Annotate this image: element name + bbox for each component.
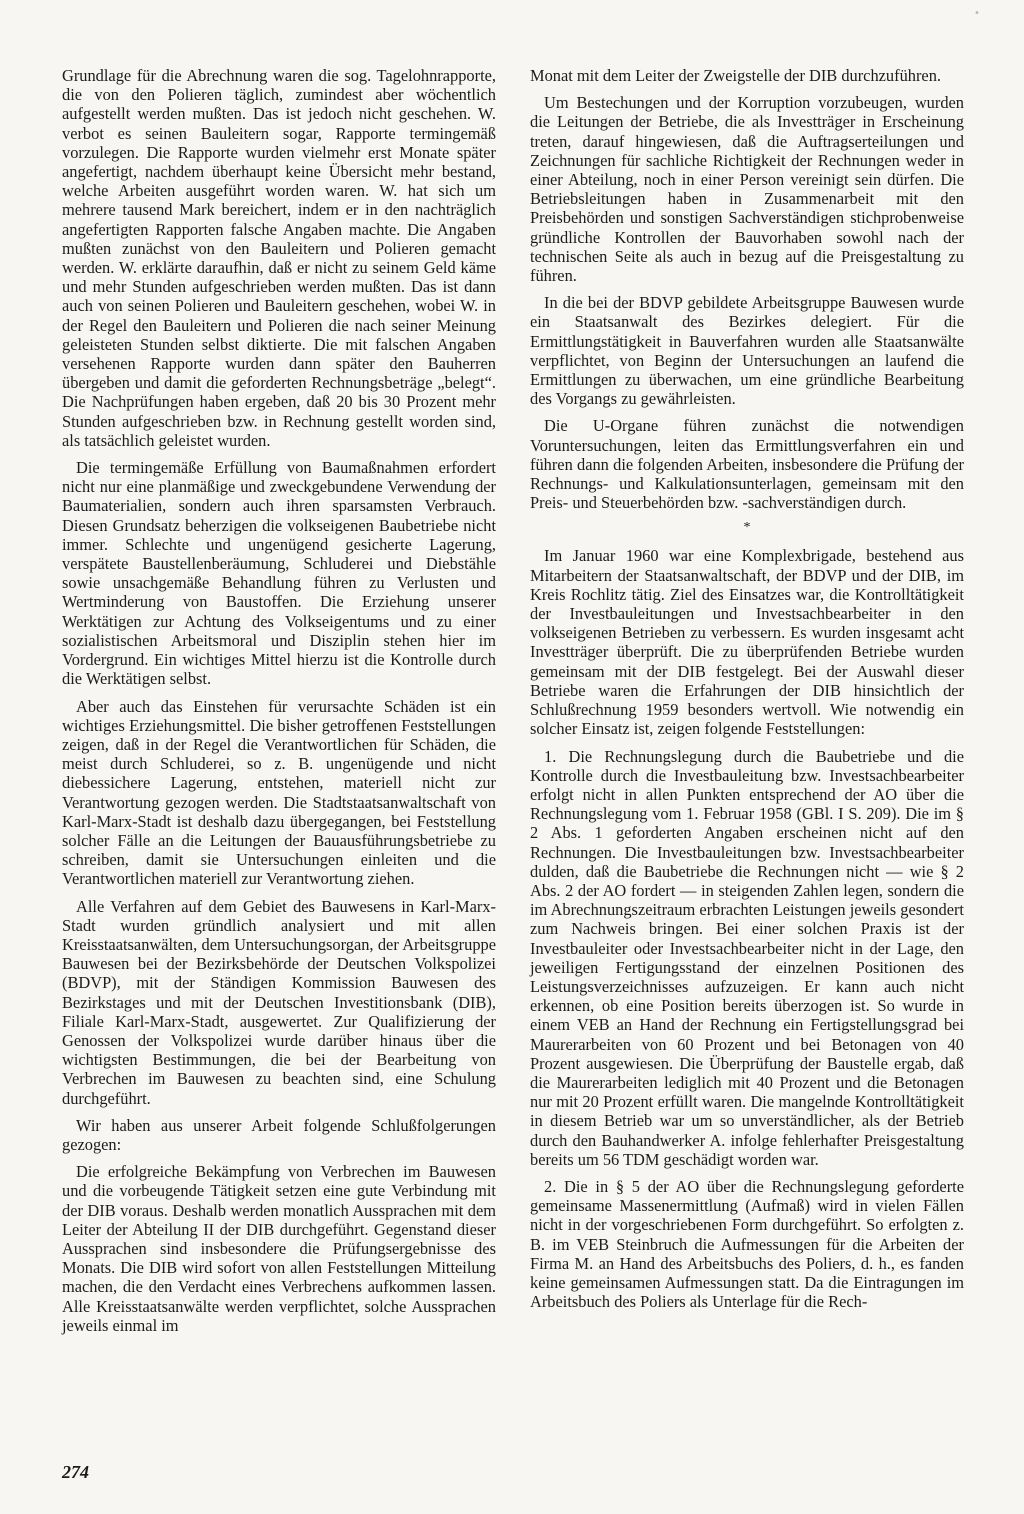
paragraph: Wir haben aus unserer Arbeit folgende Schlußfolgerungen gezogen: <box>62 1115 496 1154</box>
paragraph: Um Bestechungen und der Korruption vorzubeugen, wurden die Leitungen der Betriebe, die als Investträger in Erscheinung treten, darauf hingewiesen, daß die Auftragserteilungen und Zeichnungen für sachliche Richtigkeit der Rechnungen weder in einer Abteilung, noch in einer Person vereinigt sein dürfen. Die Betriebsleitungen haben in Zusammenarbeit mit den Preisbehörden und sonstigen Sachverständigen stichprobenweise gründliche Kontrollen der Bauvorhaben sowohl nach der technischen Seite als auch in bezug auf die Preisgestaltung zu führen. <box>530 93 964 286</box>
paragraph: Die U-Organe führen zunächst die notwendigen Voruntersuchungen, leiten das Ermittlungsverfahren ein und führen dann die folgenden Arbeiten, insbesondere die Prüfung der Rechnungs- und Kalkulationsunterlagen, gemeinsam mit den Preis- und Steuerbehörden bzw. -sachverständigen durch. <box>530 416 964 513</box>
right-column <box>530 66 964 1319</box>
paragraph: Die termingemäße Erfüllung von Baumaßnahmen erfordert nicht nur eine planmäßige und zweckgebundene Verwendung der Baumaterialien, sondern auch ihren sparsamsten Verbrauch. Diesen Grundsatz beherzigen die volkseigenen Baubetriebe nicht immer. Schlechte und ungenügend gesicherte Lagerung, verspätete Baustellenberäumung, Schluderei und Diebstähle sowie unsachgemäße Behandlung führen zu Verlusten und Wertminderung von Baustoffen. Die Erziehung unserer Werktätigen zur Achtung des Volkseigentums und zu einer sozialistischen Arbeitsmoral und Disziplin stehen hier im Vordergrund. Ein wichtiges Mittel hierzu ist die Kontrolle durch die Werktätigen selbst. <box>62 458 496 689</box>
paragraph: Im Januar 1960 war eine Komplexbrigade, bestehend aus Mitarbeitern der Staatsanwaltschaft, der BDVP und der DIB, im Kreis Rochlitz tätig. Ziel des Einsatzes war, die Kontrolltätigkeit der Investbauleitungen und Investsachbearbeiter in den volkseigenen Betrieben zu verbessern. Es wurden insgesamt acht Investträger überprüft. Die zu überprüfenden Betriebe wurden gemeinsam mit der DIB festgelegt. Bei der Auswahl dieser Betriebe waren die Erfahrungen der DIB hinsichtlich der Schlußrechnung 1959 besonders wertvoll. Wie notwendig ein solcher Einsatz ist, zeigen folgende Feststellungen: <box>530 546 964 739</box>
paragraph: Aber auch das Einstehen für verursachte Schäden ist ein wichtiges Erziehungsmittel. Die bisher getroffenen Feststellungen zeigen, daß in der Regel die Verantwortlichen für Schäden, die meist durch Schluderei, so z. B. ungenügende und nicht diebessichere Lagerung, entstehen, materiell nicht zur Verantwortung gezogen werden. Die Stadtstaatsanwaltschaft von Karl-Marx-Stadt ist deshalb dazu übergegangen, bei Feststellung solcher Fälle an die Leitungen der Bauausführungsbetriebe zu schreiben, damit sie Untersuchungen einleiten und die Verantwortlichen materiell zur Verantwortung ziehen. <box>62 696 496 889</box>
paragraph: Alle Verfahren auf dem Gebiet des Bauwesens in Karl-Marx-Stadt wurden gründlich analysiert und mit allen Kreisstaatsanwälten, dem Untersuchungsorgan, der Arbeitsgruppe Bauwesen bei der Bezirksbehörde der Deutschen Volkspolizei (BDVP), mit der Ständigen Kommission Bauwesen des Bezirkstages und mit der Deutschen Investitionsbank (DIB), Filiale Karl-Marx-Stadt, ausgewertet. Zur Qualifizierung der Genossen der Volkspolizei wurde darüber hinaus über die wichtigsten Bestimmungen, die bei der Bearbeitung von Verbrechen im Bauwesen zu beachten sind, eine Schulung durchgeführt. <box>62 896 496 1108</box>
paragraph: In die bei der BDVP gebildete Arbeitsgruppe Bauwesen wurde ein Staatsanwalt des Bezirkes delegiert. Für die Ermittlungstätigkeit in Bauverfahren wurden alle Staatsanwälte verpflichtet, von Beginn der Untersuchungen an laufend die Ermittlungen zu überwachen, um eine gründliche Bearbeitung des Vorgangs zu gewährleisten. <box>530 293 964 409</box>
numbered-paragraph: 1. Die Rechnungslegung durch die Baubetriebe und die Kontrolle durch die Investbauleitung bzw. Investsachbearbeiter erfolgt nicht in allen Punkten entsprechend der AO über die Rechnungslegung vom 1. Februar 1958 (GBl. I S. 209). Die im § 2 Abs. 1 geforderten Angaben erscheinen nicht auf den Rechnungen. Die Investbauleitungen bzw. Investsachbearbeiter dulden, daß die Baubetriebe die Rechnungen nicht — wie § 2 Abs. 2 der AO fordert — in steigenden Zahlen legen, sondern die im Abrechnungszeitraum erbrachten Leistungen jeweils gesondert zum Nachweis bringen. Bei einer solchen Praxis ist der Investbauleiter oder Investsachbearbeiter nicht in der Lage, den jeweiligen Fertigungsstand der einzelnen Positionen des Leistungsverzeichnisses aufzuzeigen. Er kann auch nicht erkennen, ob eine Position bereits überzogen ist. So wurde in einem VEB an Hand der Rechnung ein Fertigstellungsgrad bei Maurerarbeiten von 60 Prozent und bei Betonagen von 40 Prozent ausgewiesen. Die Überprüfung der Baustelle ergab, daß die Maurerarbeiten lediglich mit 40 Prozent und die Betonagen nur mit 20 Prozent erfüllt waren. Die mangelnde Kontrolltätigkeit in diesem Betrieb war um so unverständlicher, als der Betrieb durch den Bauhandwerker A. infolge fehlerhafter Preisgestaltung bereits um 56 TDM geschädigt worden war. <box>530 746 964 1169</box>
numbered-paragraph: 2. Die in § 5 der AO über die Rechnungslegung geforderte gemeinsame Massenermittlung (Aufmaß) wird in vielen Fällen nicht in der vorgeschriebenen Form durchgeführt. So erfolgten z. B. im VEB Steinbruch die Aufmessungen für die Arbeiten der Firma M. an Hand des Arbeitsbuchs des Poliers, d. h., es fanden keine gemeinsamen Aufmessungen statt. Da die Eintragungen im Arbeitsbuch des Poliers als Unterlage für die Rech- <box>530 1176 964 1312</box>
page-number: 274 <box>62 1462 89 1482</box>
section-separator: * <box>743 520 751 536</box>
scan-mark: • <box>974 8 980 19</box>
paragraph: Die erfolgreiche Bekämpfung von Verbrechen im Bauwesen und die vorbeugende Tätigkeit setzen eine gute Verbindung mit der DIB voraus. Deshalb werden monatlich Aussprachen mit dem Leiter der Abteilung II der DIB durchgeführt. Gegenstand dieser Aussprachen sind insbesondere die Prüfungsergebnisse des Monats. Die DIB wird sofort von allen Feststellungen Mitteilung machen, die den Verdacht eines Verbrechens aufkommen lassen. Alle Kreisstaatsanwälte werden verpflichtet, solche Aussprachen jeweils einmal im <box>62 1162 496 1335</box>
paragraph: Monat mit dem Leiter der Zweigstelle der DIB durchzuführen. <box>530 66 941 85</box>
paragraph: Grundlage für die Abrechnung waren die sog. Tagelohnrapporte, die von den Polieren täglich, zumindest aber wöchentlich aufgestellt werden mußten. Das ist jedoch nicht geschehen. W. verbot es seinen Bauleitern sogar, Rapporte termingemäß vorzulegen. Die Rapporte wurden vielmehr erst Monate später angefertigt, nachdem überhaupt keine Übersicht mehr bestand, welche Arbeiten ausgeführt worden waren. W. hat sich um mehrere tausend Mark bereichert, indem er in den nachträglich angefertigten Rapporten falsche Angaben machte. Die Angaben mußten zunächst von den Bauleitern und Polieren gemacht werden. W. erklärte daraufhin, daß er nicht zu seinem Geld käme und mehr Stunden aufgeschrieben werden mußten. Das ist dann auch von seinen Polieren und Bauleitern geschehen, wobei W. in der Regel den Bauleitern und Polieren die nach seiner Meinung geleisteten Stunden selbst diktierte. Die mit falschen Angaben versehenen Rapporte wurden dann später den Bauherren übergeben und damit die geforderten Rechnungsbeträge „belegt“. Die Nachprüfungen haben ergeben, daß 20 bis 30 Prozent mehr Stunden aufgeschrieben bzw. in Rechnung gestellt worden sind, als tatsächlich geleistet wurden. <box>62 66 496 450</box>
left-column <box>62 66 496 1343</box>
